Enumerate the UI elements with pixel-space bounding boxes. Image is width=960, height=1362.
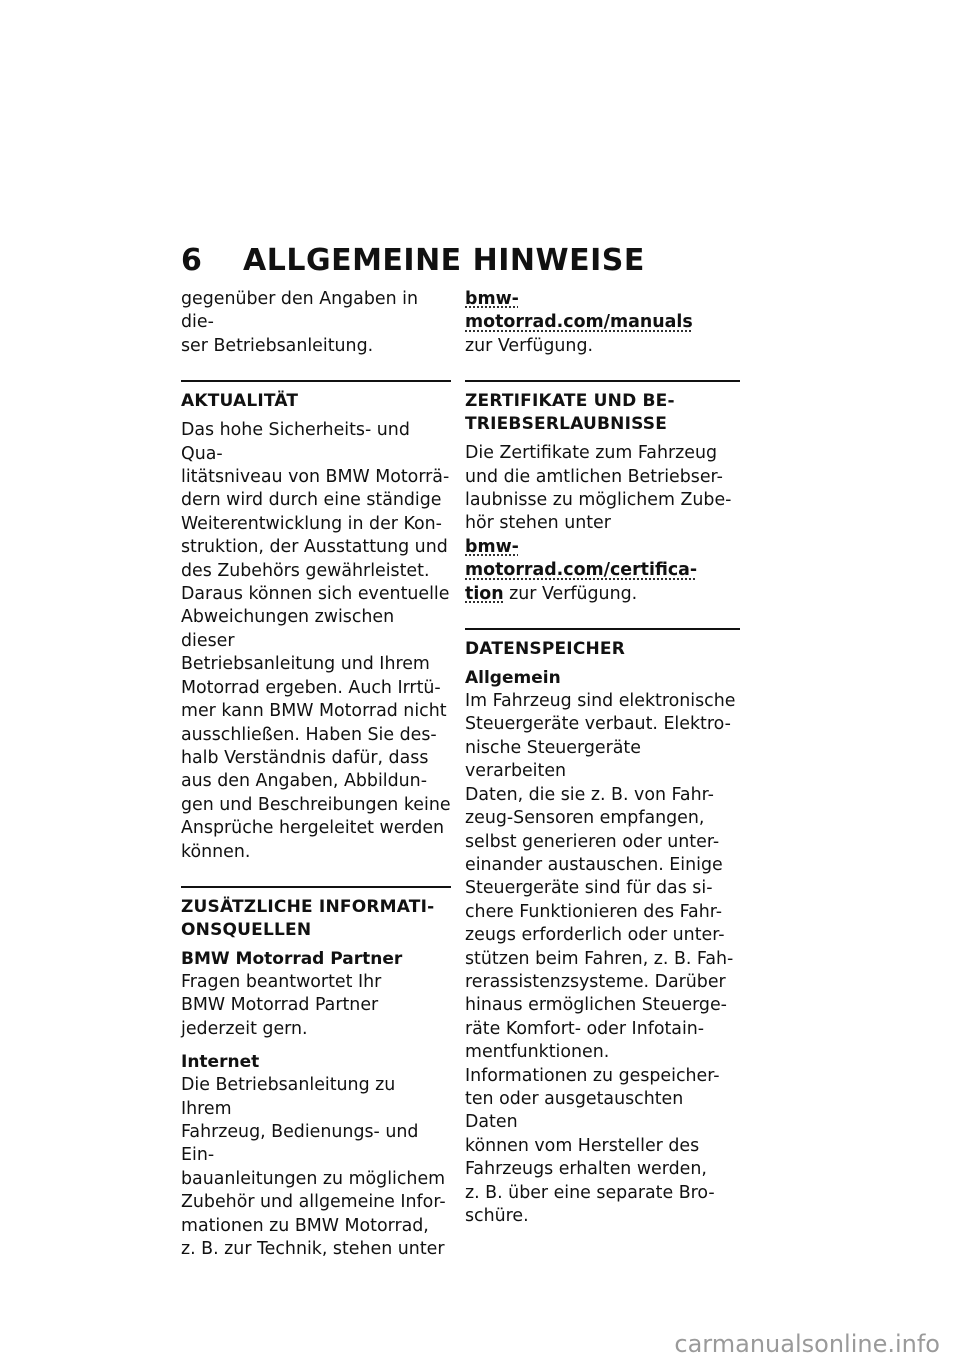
chapter-title: ALLGEMEINE HINWEISE: [243, 243, 645, 278]
left-column: [181, 288, 451, 1261]
intro-text: gegenüber den Angaben in die- ser Betriebsanleitung.: [181, 289, 418, 356]
manuals-paragraph: [465, 288, 740, 358]
section-heading-zusaetzliche-informationsquellen: ZUSÄTZLICHE INFORMATI- ONSQUELLEN: [181, 886, 451, 942]
section-heading-datenspeicher: DATENSPEICHER: [465, 628, 740, 661]
partner-body: Fragen beantwortet Ihr BMW Motorrad Partner jederzeit gern.: [181, 971, 382, 1039]
zertifikate-body: Die Zertifikate zum Fahrzeug und die amtlichen Betriebser- laubnisse zu möglichem Zube- hör stehen unter: [465, 443, 732, 534]
datenspeicher-body-2: Informationen zu gespeicher- ten oder ausgetauschten Daten können vom Hersteller des Fahrzeugs erhalten werden, z. B. über eine separate Bro- schüre.: [465, 1065, 720, 1226]
right-column: [465, 288, 740, 1228]
chapter-heading: [181, 243, 645, 278]
internet-body: Die Betriebsanleitung zu Ihrem Fahrzeug, Bedienungs- und Ein- bauanleitungen zu möglichem Zubehör und allgemeine Infor- mationen zu BMW Motorrad, z. B. zur Technik, stehen unter: [181, 1075, 446, 1259]
certification-link[interactable]: bmw-motorrad.com/certifica- tion: [465, 536, 698, 604]
subheading-bmw-motorrad-partner: BMW Motorrad Partner: [181, 948, 403, 969]
subheading-allgemein: Allgemein: [465, 668, 561, 689]
manuals-link[interactable]: bmw-motorrad.com/manuals: [465, 289, 693, 333]
section-heading-zertifikate: ZERTIFIKATE UND BE- TRIEBSERLAUBNISSE: [465, 380, 740, 436]
chapter-number: 6: [181, 243, 203, 278]
subheading-internet: Internet: [181, 1052, 260, 1073]
watermark: carmanualsonline.info: [674, 1330, 940, 1358]
manuals-suffix: zur Verfügung.: [465, 335, 594, 356]
datenspeicher-body-1: Im Fahrzeug sind elektronische Steuergeräte verbaut. Elektro- nische Steuergeräte verarbeiten Daten, die sie z. B. von Fahr- zeug-Sensoren empfangen, selbst generieren oder unter- einander austauschen. Einige Steuergeräte sind für das si- chere Funktionieren des Fahr- zeugs erforderlich oder unter- stützen beim Fahren, z. B. Fah- rerassistenzsysteme. Darüber hinaus ermöglichen Steuerge- räte Komfort- oder Infotain- mentfunktionen.: [465, 691, 736, 1063]
section-heading-aktualitaet: AKTUALITÄT: [181, 380, 451, 413]
aktualitaet-body: Das hohe Sicherheits- und Qua- litätsniveau von BMW Motorrä- dern wird durch eine ständige Weiterentwicklung in der Kon- struktion, der Ausstattung und des Zubehörs gewährleistet. Daraus können sich eventuelle Abweichungen zwischen dieser Betriebsanleitung und Ihrem Motorrad ergeben. Auch Irrtü- mer kann BMW Motorrad nicht ausschließen. Haben Sie des- halb Verständnis dafür, dass aus den Angaben, Abbildun- gen und Beschreibungen keine Ansprüche hergeleitet werden können.: [181, 420, 451, 862]
certification-suffix: zur Verfügung.: [503, 583, 638, 604]
certification-paragraph: [465, 536, 740, 606]
